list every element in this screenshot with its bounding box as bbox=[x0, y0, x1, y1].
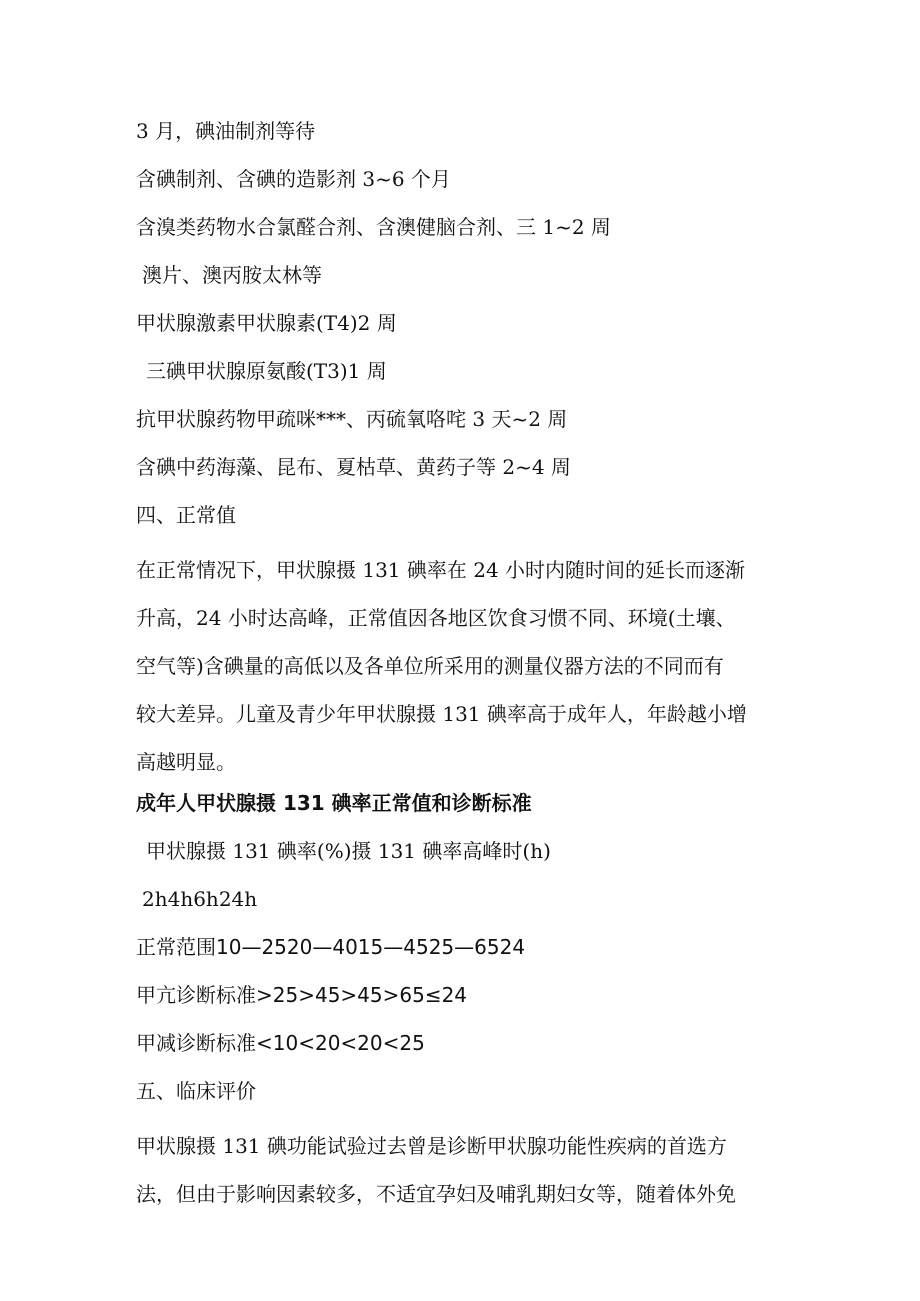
document-body bbox=[136, 114, 796, 1218]
text-line: 含溴类药物水合氯醛合剂、含澳健脑合剂、三 1~2 周 bbox=[136, 215, 611, 239]
table-header: 甲状腺摄 131 碘率(%)摄 131 碘率高峰时(h) bbox=[146, 839, 551, 863]
paragraph-line: 升高，24 小时达高峰，正常值因各地区饮食习惯不同、环境(土壤、 bbox=[136, 606, 736, 630]
row-label: 甲亢诊断标准 bbox=[136, 983, 256, 1007]
section-heading: 四、正常值 bbox=[136, 503, 236, 527]
paragraph-line: 甲状腺摄 131 碘功能试验过去曾是诊断甲状腺功能性疾病的首选方 bbox=[136, 1134, 727, 1158]
text-line: 三碘甲状腺原氨酸(T3)1 周 bbox=[146, 359, 387, 383]
text-line: 澳片、澳丙胺太林等 bbox=[142, 263, 322, 287]
row-values: 10—2520—4015—4525—6524 bbox=[216, 935, 526, 959]
section-heading: 五、临床评价 bbox=[136, 1079, 256, 1103]
text-line: 甲状腺激素甲状腺素(T4)2 周 bbox=[136, 311, 397, 335]
table-title: 成年人甲状腺摄 131 碘率正常值和诊断标准 bbox=[136, 791, 532, 815]
row-values: <10<20<20<25 bbox=[256, 1031, 425, 1055]
text-line: 含碘中药海藻、昆布、夏枯草、黄药子等 2~4 周 bbox=[136, 455, 571, 479]
table-row-normal bbox=[136, 930, 796, 978]
row-values: >25>45>45>65≤24 bbox=[256, 983, 468, 1007]
normal-value-paragraph bbox=[136, 546, 788, 786]
text-line: 抗甲状腺药物甲疏咪***、丙硫氧咯咤 3 天~2 周 bbox=[136, 407, 568, 431]
clinical-paragraph bbox=[136, 1122, 788, 1218]
paragraph-line: 高越明显。 bbox=[136, 750, 236, 774]
text-line: 3 月，碘油制剂等待 bbox=[136, 119, 316, 143]
paragraph-line: 空气等)含碘量的高低以及各单位所采用的测量仪器方法的不同而有 bbox=[136, 654, 724, 678]
paragraph-line: 较大差异。儿童及青少年甲状腺摄 131 碘率高于成年人，年龄越小增 bbox=[136, 702, 747, 726]
table-row-hypo bbox=[136, 1026, 796, 1074]
paragraph-line: 在正常情况下，甲状腺摄 131 碘率在 24 小时内随时间的延长而逐渐 bbox=[136, 558, 746, 582]
text-line: 含碘制剂、含碘的造影剂 3~6 个月 bbox=[136, 167, 451, 191]
row-label: 甲减诊断标准 bbox=[136, 1031, 256, 1055]
table-subheader: 2h4h6h24h bbox=[142, 887, 258, 911]
paragraph-line: 法，但由于影响因素较多，不适宜孕妇及哺乳期妇女等，随着体外免 bbox=[136, 1182, 736, 1206]
table-row-hyper bbox=[136, 978, 796, 1026]
row-label: 正常范围 bbox=[136, 935, 216, 959]
